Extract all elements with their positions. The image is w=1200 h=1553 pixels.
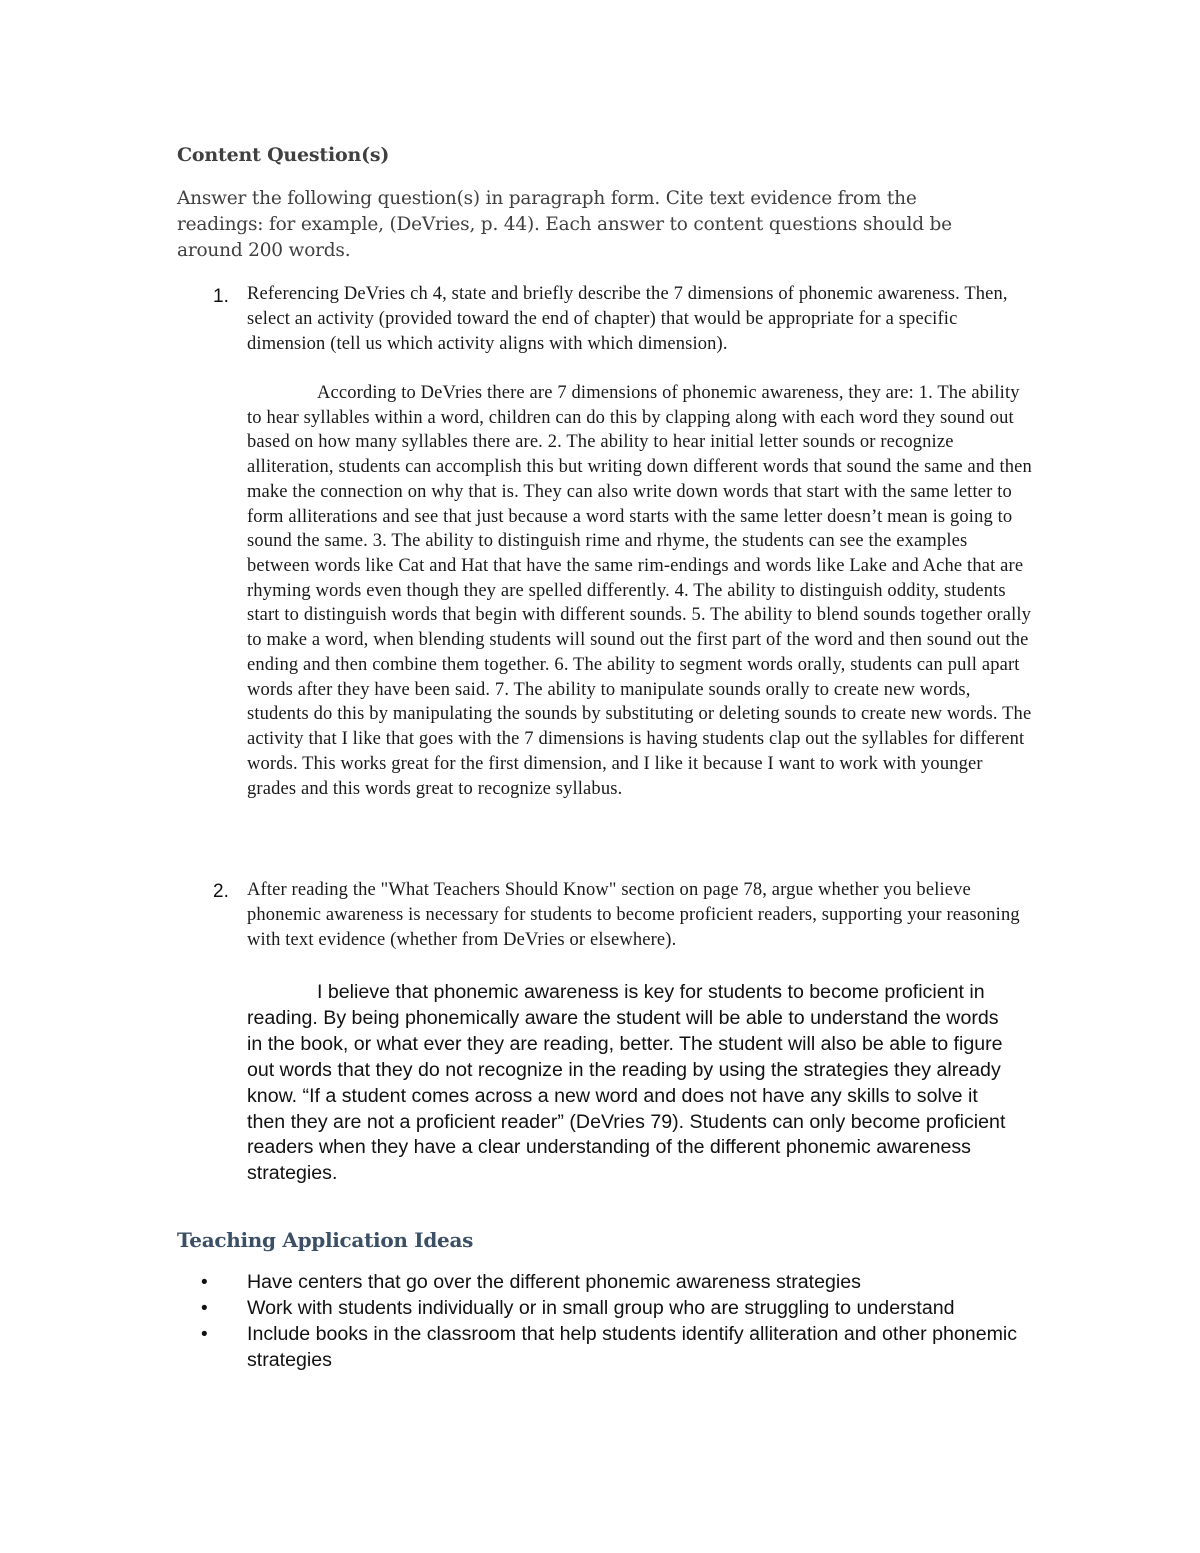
question-1-answer: According to DeVries there are 7 dimensions of phonemic awareness, they are: 1. The ability to hear syllables within a word, children can do this by clapping along with each word they sound out based on how many syllables there are. 2. The ability to hear initial letter sounds or recognize alliteration, students can accomplish this but writing down different words that sound the same and then make the connection on why that is. They can also write down words that start with the same letter to form alliterations and see that just because a word starts with the same letter doesn’t mean is going to sound the same. 3. The ability to distinguish rime and rhyme, the students can see the examples between words like Cat and Hat that have the same rim-endings and words like Lake and Ache that are rhyming words even though they are spelled differently. 4. The ability to distinguish oddity, students start to distinguish words that begin with different sounds. 5. The ability to blend sounds together orally to make a word, when blending students will sound out the first part of the word and then sound out the ending and then combine them together. 6. The ability to segment words orally, students can pull apart words after they have been said. 7. The ability to manipulate sounds orally to create new words, students do this by manipulating the sounds by substituting or deleting sounds to create new words. The activity that I like that goes with the 7 dimensions is having students clap out the syllables for different words. This works great for the first dimension, and I like it because I want to work with younger grades and this words great to recognize syllabus. xyxy=(247,383,1032,799)
list-item xyxy=(200,1322,1020,1374)
question-2-answer: I believe that phonemic awareness is key for students to become proficient in reading. By being phonemically aware the student will be able to understand the words in the book, or what ever they are reading, better. The student will also be able to figure out words that they do not recognize in the reading by using the strategies they already know. “If a student comes across a new word and does not have any skills to solve it then they are not a proficient reader” (DeVries 79). Students can only become proficient readers when they have a clear understanding of the different phonemic awareness strategies. xyxy=(247,981,1006,1185)
bullet-icon: • xyxy=(201,1272,208,1293)
content-questions-heading: Content Question(s) xyxy=(177,144,390,166)
question-1-number: 1. xyxy=(213,286,229,307)
list-item-text: Include books in the classroom that help students identify alliteration and other phonemic strategies xyxy=(247,1322,1018,1371)
list-item-text: Have centers that go over the different phonemic awareness strategies xyxy=(247,1271,861,1293)
list-item xyxy=(200,1296,1020,1322)
instructions-paragraph: Answer the following question(s) in paragraph form. Cite text evidence from the readings: for example, (DeVries, p. 44). Each answer to content questions should be around 200 words. xyxy=(177,188,952,261)
question-2-number: 2. xyxy=(213,881,229,902)
teaching-ideas-list xyxy=(200,1270,1020,1374)
teaching-ideas-heading: Teaching Application Ideas xyxy=(177,1228,474,1252)
question-2-prompt: After reading the "What Teachers Should Know" section on page 78, argue whether you believe phonemic awareness is necessary for students to become proficient readers, supporting your reasoning with text evidence (whether from DeVries or elsewhere). xyxy=(247,880,1020,950)
question-1-prompt: Referencing DeVries ch 4, state and briefly describe the 7 dimensions of phonemic awareness. Then, select an activity (provided toward the end of chapter) that would be appropriate for a specific dimension (tell us which activity aligns with which dimension). xyxy=(247,284,1008,354)
list-item-text: Work with students individually or in small group who are struggling to understand xyxy=(247,1296,955,1319)
bullet-icon: • xyxy=(201,1323,208,1345)
list-item xyxy=(200,1270,1020,1296)
bullet-icon: • xyxy=(201,1297,208,1319)
